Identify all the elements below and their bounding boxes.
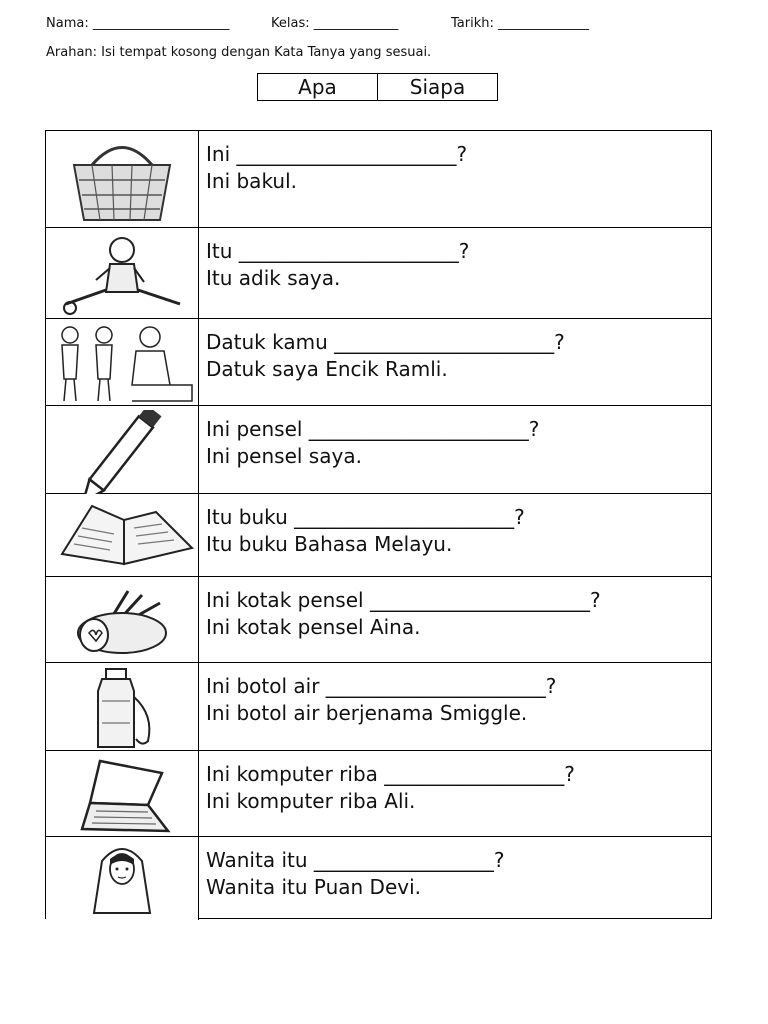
table-row [46,131,711,228]
answer-text: Ini botol air berjenama Smiggle. [206,701,528,725]
table-row [46,663,711,751]
instruction-text: Arahan: Isi tempat kosong dengan Kata Tanya yang sesuai. [46,45,432,60]
answer-text: Ini komputer riba Ali. [206,789,416,813]
word-bank [257,73,498,101]
question-text[interactable]: Ini kotak pensel ______________________? [206,588,601,612]
answer-text: Itu buku Bahasa Melayu. [206,532,453,556]
picture-cell [46,577,199,662]
kelas-field[interactable]: Kelas: _____________ [271,16,399,31]
answer-text: Ini bakul. [206,169,297,193]
question-text[interactable]: Wanita itu __________________? [206,848,505,872]
pencil-case-icon [52,581,192,661]
picture-cell [46,663,199,750]
nama-field[interactable]: Nama: _____________________ [46,16,230,31]
woman-icon [52,841,192,917]
picture-cell [46,131,199,227]
question-text[interactable]: Ini botol air ______________________? [206,674,557,698]
table-row [46,837,711,920]
tarikh-field[interactable]: Tarikh: ______________ [451,16,589,31]
picture-cell [46,319,199,405]
answer-text: Itu adik saya. [206,266,341,290]
water-bottle-icon [52,667,192,751]
table-row [46,319,711,406]
picture-cell [46,751,199,836]
word-bank-apa: Apa [298,75,337,99]
worksheet-table [45,130,712,919]
table-row [46,406,711,494]
question-text[interactable]: Datuk kamu ______________________? [206,330,565,354]
question-text[interactable]: Itu ______________________? [206,239,470,263]
table-row [46,751,711,837]
child-icon [52,232,192,318]
pencil-icon [52,410,192,494]
question-text[interactable]: Ini ______________________? [206,142,468,166]
picture-cell [46,406,199,493]
question-text[interactable]: Ini pensel ______________________? [206,417,540,441]
table-row [46,577,711,663]
table-row [46,494,711,577]
question-text[interactable]: Ini komputer riba __________________? [206,762,575,786]
picture-cell [46,494,199,576]
answer-text: Ini kotak pensel Aina. [206,615,421,639]
basket-icon [52,135,192,223]
laptop-icon [52,755,192,835]
answer-text: Datuk saya Encik Ramli. [206,357,448,381]
book-icon [52,498,197,568]
word-bank-siapa: Siapa [377,74,497,100]
grandfather-icon [52,323,197,405]
table-row [46,228,711,319]
question-text[interactable]: Itu buku ______________________? [206,505,525,529]
answer-text: Wanita itu Puan Devi. [206,875,421,899]
picture-cell [46,228,199,318]
answer-text: Ini pensel saya. [206,444,362,468]
picture-cell [46,837,199,920]
